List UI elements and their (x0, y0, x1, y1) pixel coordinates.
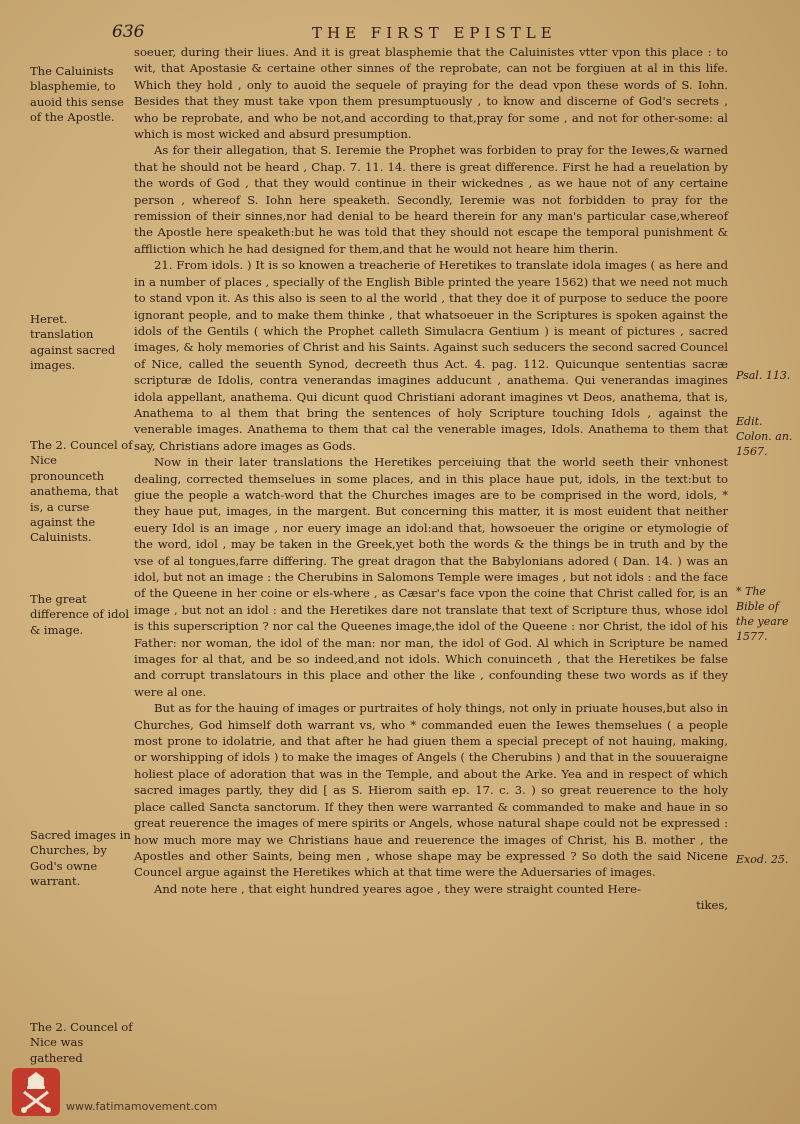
running-header (0, 22, 800, 44)
margin-ref-edition: Edit. Colon. an. 1567. (736, 415, 793, 458)
body-text (134, 44, 728, 914)
margin-note-caluinists: The Caluinists blasphemie, to auoid this sense of the Apostle. (30, 64, 124, 125)
papal-keys-logo-icon (10, 1066, 62, 1118)
paragraph-from-idols: 21. From idols. ) It is so knowen a treacherie of Heretikes to translate idola images ( as here and in a number of places , specially of the English Bible printed the yeare 1562) that we need not much to stand vpon it. As this also is seen to al the world , that they doe it of purpose to seduce the poore ignorant people, and to make them thinke , that whatsoeuer in the Scriptures is spoken against the idols of the Gentils ( which the Prophet calleth Simulacra Gentium ) is meant of pictures , sacred images, & holy memories of Christ and his Saints. Against such seducers the second sacred Councel of Nice, called the seuenth Synod, decreeth thus Act. 4. pag. 112. Quicunque sententias sacræ scripturæ de Idolis, contra venerandas imagines adducunt , anathema. Qui venerandas imagines idola appellant, anathema. Qui dicunt quod Christiani adorant imagines vt Deos, anathema, that is, Anathema to al them that bring the sentences of holy Scripture touching Idols , against the venerable images. Anathema to them that cal the venerable images, Idols. Anathema to them that say, Christians adore images as Gods. (134, 258, 728, 453)
margin-note-idol-and-image: The great difference of idol & image. (30, 592, 130, 637)
running-title: THE FIRST EPISTLE (312, 24, 557, 42)
paragraph-blasphemie: soeuer, during their liues. And it is great blasphemie that the Caluinistes vtter vpon this place : to wit, that Apostasie & certaine other sinnes of the reprobate, can not be forgiuen at al in this life. Which they hold , only to auoid the sequele of praying for the dead vpon these words of S. Iohn. Besides that they must take vpon them presumptuously , to know and discerne of God's secrets , who be reprobate, and who be not,and according to that,pray for some , and not for other-some: al which is most wicked and absurd presumption. (134, 45, 728, 142)
margin-note-sacred-images: Sacred images in Churches, by God's owne warrant. (30, 828, 131, 889)
margin-ref-bible-1577: * The Bible of the yeare 1577. (736, 585, 789, 643)
page-number: 636 (112, 22, 145, 42)
margin-note-nice-gathered: The 2. Councel of Nice was gathered (30, 1020, 133, 1065)
paragraph-ieremie: As for their allegation, that S. Ieremie the Prophet was forbiden to pray for the Iewes,& warned that he should not be heard , Chap. 7. 11. 14. there is great difference. First he had a reuelation by the words of God , that they would continue in their wickednes , as we haue not of any certaine person , whereof S. Iohn here speaketh. Secondly, Ieremie was not forbidden to pray for the remission of their sinnes,nor had denial to be heard therein for any man's particular case,whereof the Apostle here speaketh:but he was told that they should not escape the temporal punishment & affliction which he had designed for them,and that he would not heare him therin. (134, 143, 728, 256)
margin-note-councel-of-nice: The 2. Councel of Nice pronounceth anathema, that is, a curse against the Caluinists. (30, 438, 133, 545)
margin-ref-exodus: Exod. 25. (736, 853, 789, 866)
margin-ref-psalm: Psal. 113. (736, 369, 791, 382)
paragraph-later-translations: Now in their later translations the Heretikes perceiuing that the world seeth their vnhonest dealing, corrected themselues in some places, and in this place haue put, idols, in the text:but to giue the people a watch-word that the Churches images are to be comprised in the word, idols, * they haue put, images, in the margent. But concerning this matter, it is most euident that neither euery Idol is an image , nor euery image an idol:and that, howsoeuer the origine or etymologie of the word, idol , may be taken in the Greek,yet both the words & the things be in truth and by the vse of al tongues,farre differing. The great dragon that the Babylonians adored ( Dan. 14. ) was an idol, but not an image : the Cherubins in Salomons Temple were images , but not idols : and the face of the Queene in her coine or els-where , as Cæsar's face vpon the coine that Christ called for, is an image , but not an idol : and the Heretikes dare not translate that text of Scripture thus, whose idol is this superscription ? nor cal the Queenes image,the idol of the Queene : nor Christ, the idol of his Father: nor woman, the idol of the man: nor man, the idol of God. Al which in Scripture be named images for al that, and be so indeed,and not idols. Which conuinceth , that the Heretikes be false and corrupt translatours in this place and other the like , confounding these two words as if they were al one. (134, 455, 728, 699)
paragraph-note-here: And note here , that eight hundred yeares agoe , they were straight counted Here- (154, 881, 641, 896)
website-link[interactable]: www.fatimamovement.com (66, 1100, 218, 1113)
margin-note-heretical-translation: Heret. translation against sacred images. (30, 312, 116, 373)
paragraph-images-in-churches: But as for the hauing of images or purtraites of holy things, not only in priuate houses,but also in Churches, God himself doth warrant vs, who * commanded euen the Iewes themselues ( a people most prone to idolatrie, and that after he had giuen them a special precept of not hauing, making, or worshipping of idols ) to make the images of Angels ( the Cherubins ) and that in the souueraigne holiest place of adoration that was in the Temple, and about the Arke. Yea and in respect of which sacred images partly, they did [ as S. Hierom saith ep. 17. c. 3. ) so great reuerence to the holy place called Sancta sanctorum. If they then were warranted & commanded to make and haue in so great reuerence the images of mere spirits or Angels, whose natural shape could not be expressed : how much more may we Christians haue and reuerence the images of Christ, his B. mother , the Apostles and other Saints, being men , whose shape may be expressed ? So doth the said Nicene Councel argue against the Heretikes which at that time were the Aduersaries of images. (134, 701, 728, 880)
catchword: tikes, (696, 898, 728, 913)
